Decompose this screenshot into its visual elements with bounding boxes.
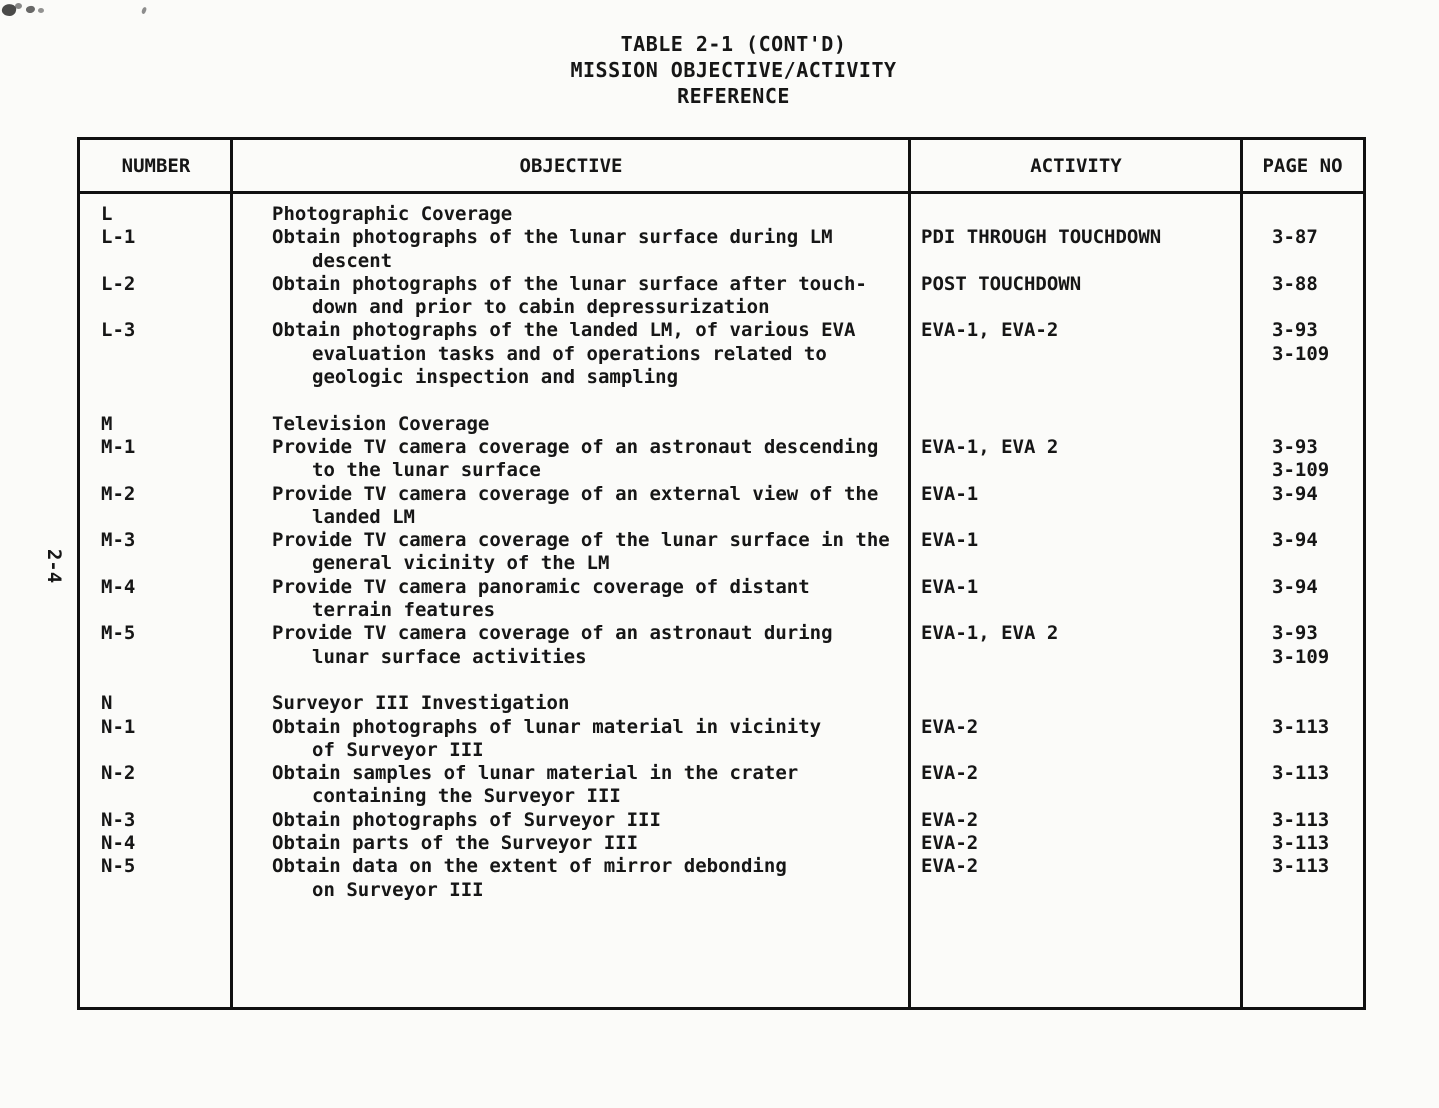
text-line: 3-94 [1272,575,1318,598]
row-activity [910,855,1242,878]
row-objective [232,622,910,669]
row-objective [232,319,910,389]
row-pages [1242,529,1363,552]
text-line: EVA-2 [921,762,979,785]
text-line: Obtain photographs of lunar material in vicinity [272,715,822,738]
row-pages [1242,716,1363,739]
text-line: to the lunar surface [312,459,541,482]
row-number [80,576,232,599]
row-pages [1242,855,1363,878]
text-line: N [101,692,113,715]
column-divider [230,140,233,1007]
row-pages [1242,413,1363,436]
scan-speck [141,6,148,14]
table-row [80,622,1363,669]
text-line: 3-93 [1272,622,1318,645]
row-pages [1242,809,1363,832]
text-line: M-1 [101,435,136,458]
page-number-sideways: 2-4 [43,548,65,584]
row-activity [910,529,1242,552]
row-objective [232,832,910,855]
text-line: EVA-2 [921,855,979,878]
row-number [80,529,232,552]
text-line: 3-94 [1272,529,1318,552]
table-section [80,413,1363,669]
row-pages [1242,576,1363,599]
text-line: 3-113 [1272,762,1330,785]
header-objective: OBJECTIVE [519,154,623,177]
text-line: Obtain photographs of the lunar surface after touch- [272,272,867,295]
text-line: 3-88 [1272,272,1318,295]
text-line: 3-113 [1272,808,1330,831]
table-row [80,529,1363,576]
text-line: Obtain parts of the Surveyor III [272,832,639,855]
table-section [80,203,1363,389]
text-line: general vicinity of the LM [312,552,610,575]
text-line: EVA-2 [921,808,979,831]
header-activity: ACTIVITY [1030,154,1122,177]
row-activity [910,483,1242,506]
text-line: EVA-2 [921,715,979,738]
table-row [80,692,1363,715]
text-line: 3-109 [1272,645,1330,668]
text-line: 3-113 [1272,832,1330,855]
row-objective [232,716,910,763]
text-line: EVA-1 [921,575,979,598]
row-activity [910,832,1242,855]
text-line: N-3 [101,808,136,831]
row-objective [232,483,910,530]
table-row [80,319,1363,389]
ink-smudge [2,2,48,18]
row-activity [910,809,1242,832]
text-line: Obtain samples of lunar material in the crater [272,762,799,785]
row-pages [1242,622,1363,669]
text-line: N-1 [101,715,136,738]
row-pages [1242,762,1363,785]
row-activity [910,273,1242,296]
text-line: Television Coverage [272,412,490,435]
table-row [80,413,1363,436]
title-line-1: TABLE 2-1 (CONT'D) [620,32,847,56]
text-line: M-3 [101,529,136,552]
text-line: descent [312,249,393,272]
row-objective [232,762,910,809]
row-activity [910,716,1242,739]
text-line: 3-109 [1272,459,1330,482]
text-line: EVA-2 [921,832,979,855]
row-number [80,832,232,855]
row-pages [1242,319,1363,366]
table-row [80,576,1363,623]
text-line: 3-94 [1272,482,1318,505]
row-pages [1242,692,1363,715]
row-number [80,692,232,715]
row-objective [232,226,910,273]
text-line: EVA-1, EVA 2 [921,622,1059,645]
row-number [80,226,232,249]
text-line: Obtain photographs of Surveyor III [272,808,661,831]
text-line: L-3 [101,319,136,342]
text-line: Photographic Coverage [272,203,513,225]
text-line: Obtain photographs of the lunar surface during LM [272,226,833,249]
text-line: M-2 [101,482,136,505]
row-pages [1242,203,1363,226]
row-objective [232,273,910,320]
text-line: N-2 [101,762,136,785]
row-pages [1242,436,1363,483]
row-objective [232,855,910,902]
row-number [80,413,232,436]
text-line: landed LM [312,505,415,528]
text-line: M-5 [101,622,136,645]
text-line: 3-93 [1272,319,1318,342]
mission-objective-table [77,137,1366,1010]
text-line: L-1 [101,226,136,249]
text-line: 3-113 [1272,715,1330,738]
row-activity [910,226,1242,249]
header-page-no: PAGE NO [1262,154,1343,177]
row-activity [910,576,1242,599]
row-pages [1242,226,1363,249]
text-line: Provide TV camera panoramic coverage of distant [272,575,810,598]
document-title [14,31,1439,109]
row-objective [232,203,910,226]
text-line: Provide TV camera coverage of the lunar surface in the [272,529,890,552]
table-row [80,716,1363,763]
row-number [80,436,232,459]
text-line: PDI THROUGH TOUCHDOWN [921,226,1162,249]
text-line: containing the Surveyor III [312,785,621,808]
table-header-row [80,140,1363,194]
table-body [80,194,1363,1007]
row-pages [1242,483,1363,506]
text-line: Obtain data on the extent of mirror debonding [272,855,787,878]
text-line: 3-87 [1272,226,1318,249]
table-row [80,226,1363,273]
text-line: L-2 [101,272,136,295]
row-objective [232,413,910,436]
text-line: 3-113 [1272,855,1330,878]
column-divider [1240,140,1243,1007]
table-section [80,692,1363,902]
text-line: Provide TV camera coverage of an external view of the [272,482,879,505]
text-line: evaluation tasks and of operations related to [312,342,827,365]
text-line: Provide TV camera coverage of an astronaut during [272,622,833,645]
text-line: POST TOUCHDOWN [921,272,1082,295]
text-line: EVA-1, EVA 2 [921,435,1059,458]
row-number [80,716,232,739]
text-line: EVA-1 [921,482,979,505]
text-line: Obtain photographs of the landed LM, of various EVA [272,319,856,342]
row-objective [232,436,910,483]
text-line: down and prior to cabin depressurization [312,296,770,319]
table-row [80,855,1363,902]
text-line: EVA-1 [921,529,979,552]
row-activity [910,319,1242,342]
column-divider [908,140,911,1007]
text-line: terrain features [312,599,496,622]
text-line: on Surveyor III [312,878,484,901]
row-activity [910,762,1242,785]
text-line: M-4 [101,575,136,598]
row-number [80,319,232,342]
row-objective [232,809,910,832]
row-number [80,483,232,506]
row-number [80,762,232,785]
text-line: 3-109 [1272,342,1330,365]
row-objective [232,529,910,576]
text-line: N-4 [101,832,136,855]
row-activity [910,413,1242,436]
row-number [80,203,232,226]
title-line-2: MISSION OBJECTIVE/ACTIVITY [570,58,897,82]
table-row [80,832,1363,855]
row-number [80,273,232,296]
title-line-3: REFERENCE [677,84,790,108]
table-row [80,436,1363,483]
row-number [80,622,232,645]
row-activity [910,692,1242,715]
text-line: Surveyor III Investigation [272,692,570,715]
table-row [80,483,1363,530]
row-objective [232,692,910,715]
header-number: NUMBER [121,154,191,177]
text-line: EVA-1, EVA-2 [921,319,1059,342]
table-row [80,273,1363,320]
text-line: geologic inspection and sampling [312,366,679,389]
row-activity [910,622,1242,645]
text-line: N-5 [101,855,136,878]
row-activity [910,436,1242,459]
text-line: L [101,203,113,225]
table-row [80,203,1363,226]
text-line: lunar surface activities [312,645,587,668]
text-line: Provide TV camera coverage of an astronaut descending [272,435,879,458]
row-number [80,855,232,878]
text-line: 3-93 [1272,435,1318,458]
table-row [80,809,1363,832]
row-pages [1242,832,1363,855]
text-line: of Surveyor III [312,738,484,761]
row-activity [910,203,1242,226]
row-objective [232,576,910,623]
text-line: M [101,412,113,435]
row-pages [1242,273,1363,296]
row-number [80,809,232,832]
table-row [80,762,1363,809]
